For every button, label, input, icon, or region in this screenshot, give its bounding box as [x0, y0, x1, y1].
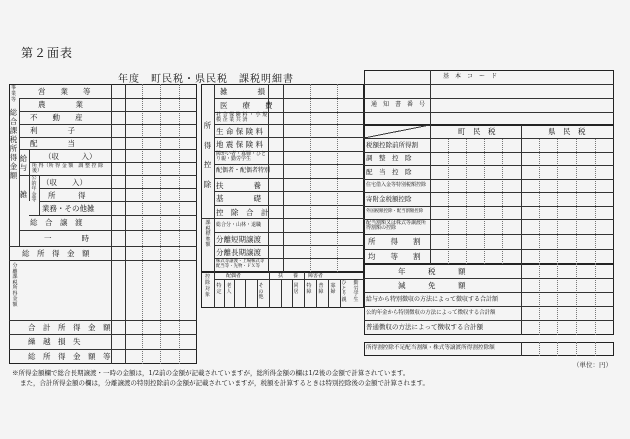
dividend-stock-label: 配当割額又は株式等譲渡所得割額の控除: [366, 220, 427, 232]
single-parent-label: ひとり親: [341, 280, 347, 303]
pension-amount-label: 所 得: [48, 191, 86, 200]
transfer-label: 総 合 譲 渡: [30, 218, 83, 227]
business-group-label: 事業等: [10, 85, 16, 103]
salary-amount-label: 所 得（所 得 金 額 調 整 控 除 後）: [32, 163, 104, 175]
medical-label: 医 療 費: [220, 101, 273, 110]
separate-income-label: 分離課税所得金額: [12, 263, 18, 308]
note-1: ※所得金額欄で総合長期譲渡・一時の金額は，1/2前の金額が記載されていますが，総所得金額の欄は1/2後の金額で計算されています。: [12, 369, 410, 377]
dividend-deduction-label: 配 当 控 除: [366, 168, 412, 176]
income-deduction-label: 所得控除: [203, 121, 212, 189]
cohabit-label: 同居: [293, 283, 299, 295]
form-title: 年度 町民税・県民税 課税明細書: [118, 74, 294, 85]
notice-number-label: 通 知 書 番 号: [371, 101, 426, 108]
deduction-total-label: 控 除 合 計: [216, 208, 269, 217]
misc-other-label: 業務・その他雑: [42, 204, 95, 213]
loss-carry-label: 繰 越 損 失: [28, 337, 81, 346]
basic-code-label: 基 本 コ ー ド: [443, 73, 498, 80]
income-group-label: 総合課税所得金額: [9, 108, 18, 180]
ordinary-label: 普通徴収の方法によって徴収する合計額: [366, 323, 483, 331]
business-label: 営 業 等: [38, 87, 91, 96]
agriculture-label: 農 業: [38, 100, 83, 109]
page-label: 第２面表: [21, 46, 74, 60]
salary-group-label: 給与: [19, 154, 28, 172]
other-label: その他: [258, 283, 264, 300]
header-diagonal: [364, 125, 430, 138]
housing-loan-label: 住宅借入金等特別税額控除: [366, 182, 427, 188]
forest-label: 総合分・山林・退職: [216, 222, 262, 228]
life-insurance-label: 生 命 保 険 料: [216, 127, 264, 136]
dependent-header: 扶 養: [278, 273, 299, 279]
prefectural-header: 県 民 税: [548, 127, 586, 136]
social-insurance-label: 社 会 保 険 料 ・ 小 規 模 企 業 共 済: [216, 112, 268, 124]
total-income-etc-label: 総 所 得 金 額 等: [28, 352, 111, 361]
occasional-label: 一 時: [44, 234, 89, 243]
stock-label: 株式等譲渡・上場株式等配当等・先物・ＦＸ等: [216, 259, 265, 269]
disability-label: 障がい者・寡婦・ひとり親・勤労学生: [216, 151, 267, 163]
dependents-label: 控除対象: [204, 274, 210, 298]
income-levy-label: 所 得 割: [368, 237, 421, 246]
dependent-deduction-label: 扶 養: [216, 181, 261, 190]
interest-label: 利 子: [30, 126, 75, 135]
note-2: また，合計所得金額の欄は，分離譲渡の特別控除前の金額が記載されていますが，税額を計算するときは特別控除後の金額で計算されます。: [20, 379, 429, 387]
elderly-label: 老人: [226, 283, 232, 295]
short-term-label: 分離短期譲渡: [216, 235, 261, 244]
ordinary-disabled-label: 普障: [318, 283, 324, 295]
earthquake-label: 地 震 保 険 料: [216, 140, 264, 149]
misc-group-label: 雑: [19, 190, 28, 199]
dividend-label: 配 当: [30, 139, 75, 148]
exclusion-label: 所得割控除不足配当割額・株式等譲渡所得割控除額: [366, 345, 495, 351]
disabled-header: 障害者: [308, 273, 324, 279]
pension-group-label: 公的年金等: [31, 175, 37, 203]
real-estate-label: 不 動 産: [30, 113, 83, 122]
student-label: 勤労学生: [353, 280, 359, 303]
pension-income-label: （収 入）: [42, 178, 87, 187]
spouse-header: 配偶者: [226, 273, 242, 279]
adjustment-label: 調 整 控 除: [366, 154, 412, 162]
total-income-label: 総 所 得 金 額: [22, 249, 90, 258]
reduction-label: 減 免 額: [398, 281, 466, 290]
salary-income-label: （収 入）: [44, 152, 97, 161]
taxable-standard-label: 課税標準額: [205, 220, 211, 248]
pension-special-label: 公的年金から特別徴収の方法によって徴収する合計額: [366, 310, 496, 316]
disaster-label: 雑 損: [220, 87, 265, 96]
pre-deduction-label: 税額控除前所得割: [366, 141, 418, 149]
municipal-header: 町 民 税: [458, 127, 496, 136]
basic-deduction-label: 基 礎: [216, 194, 261, 203]
spouse-deduction-label: 配偶者・配偶者特別: [216, 167, 271, 174]
salary-special-label: 給与から特別徴収の方法によって徴収する合計額: [366, 296, 499, 303]
special-label: 特定: [216, 283, 222, 295]
donation-label: 寄附金税額控除: [366, 195, 412, 203]
special-disabled-label: 特障: [306, 283, 312, 295]
annual-tax-label: 年 税 額: [398, 267, 466, 276]
foreign-tax-label: 外国税額控除・配当割額控除: [366, 209, 424, 214]
unit-label: （単位：円）: [573, 361, 612, 369]
widow-label: 寡婦: [330, 283, 336, 295]
combined-total-label: 合 計 所 得 金 額: [28, 323, 111, 332]
per-capita-label: 均 等 割: [368, 252, 421, 261]
long-term-label: 分離長期譲渡: [216, 248, 261, 257]
